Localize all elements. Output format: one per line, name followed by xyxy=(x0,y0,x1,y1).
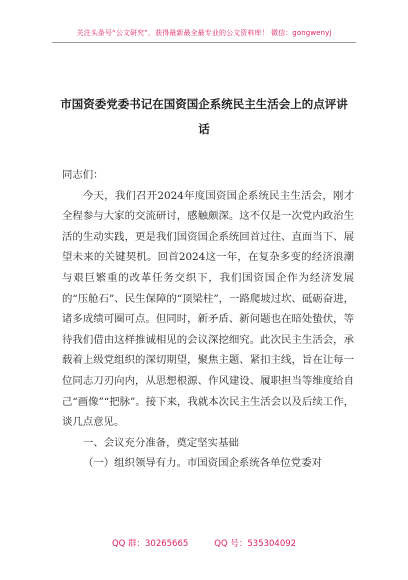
opening-paragraph: 今天，我们召开2024年度国资国企系统民主生活会，刚才全程参与大家的交流研讨，感触颇深。这不仅是一次党内政治生活的生动实践，更是我们国资国企系统回首过往、直面当下、展望未来的关键契机。回首2024这一年，在复杂多变的经济浪潮与艰巨繁重的改革任务交织下，我们国资国企作为经济发展的“压舱石”、民生保障的“顶梁柱”，一路爬坡过坎、砥砺奋进，诸多成绩可圈可点。但同时，新矛盾、新问题也在暗处蛰伏，等待我们借由这样推诚相见的会议深挖细究。此次民主生活会，承载着上级党组织的深切期望，聚焦主题、紧扣主线，旨在让每一位同志刀刃向内，从思想根源、作风建设、履职担当等维度给自己“画像”“把脉”。接下来，我就本次民主生活会以及后续工作，谈几点意见。 xyxy=(62,189,354,429)
footer-contact xyxy=(0,537,408,549)
footer-qq-group: QQ 群：30265665 xyxy=(111,539,189,549)
header-divider xyxy=(52,42,356,43)
section-heading: 一、会议充分准备，奠定坚实基础 xyxy=(83,436,239,449)
document-title-continued: 话 xyxy=(198,122,210,136)
document-title: 市国资委党委书记在国资国企系统民主生活会上的点评讲 xyxy=(60,97,348,111)
header-banner: 关注头条号“公文研究”，获得最新最全最专业的公文资料库！ 微信：gongwenyj xyxy=(76,29,332,37)
footer-qq-number: QQ 号：535304092 xyxy=(214,539,297,549)
subsection-paragraph: （一）组织领导有力。市国资国企系统各单位党委对 xyxy=(83,457,322,470)
document-body xyxy=(62,165,354,474)
salutation: 同志们： xyxy=(62,169,104,181)
